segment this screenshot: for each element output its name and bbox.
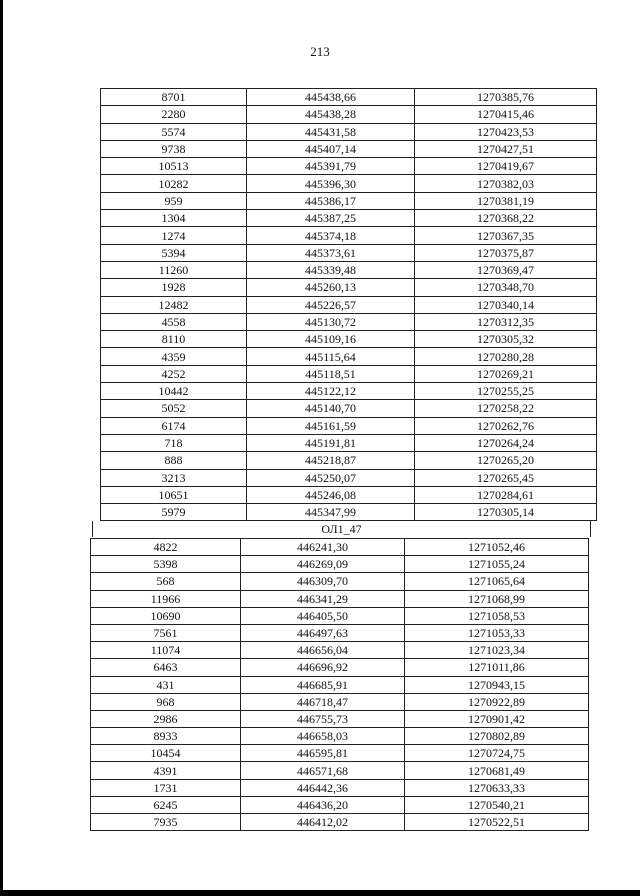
- y-coordinate-cell: 1271053,33: [405, 624, 589, 641]
- x-coordinate-cell: 446595,81: [241, 745, 405, 762]
- table-row: [91, 814, 589, 831]
- table-row: [101, 400, 597, 417]
- y-coordinate-cell: 1270423,53: [415, 123, 597, 140]
- y-coordinate-cell: 1270381,19: [415, 192, 597, 209]
- table-row: [101, 331, 597, 348]
- table-row: [91, 710, 589, 727]
- coordinates-table-2: [90, 538, 589, 831]
- table-row: [91, 659, 589, 676]
- table-row: [101, 383, 597, 400]
- point-number-cell: 959: [101, 192, 247, 209]
- table-row: [101, 175, 597, 192]
- x-coordinate-cell: 445386,17: [247, 192, 415, 209]
- point-number-cell: 11074: [91, 642, 241, 659]
- x-coordinate-cell: 446241,30: [241, 539, 405, 556]
- table-row: [101, 261, 597, 278]
- y-coordinate-cell: 1271055,24: [405, 556, 589, 573]
- table-row: [101, 192, 597, 209]
- y-coordinate-cell: 1270922,89: [405, 693, 589, 710]
- point-number-cell: 1304: [101, 210, 247, 227]
- x-coordinate-cell: 446497,63: [241, 624, 405, 641]
- point-number-cell: 968: [91, 693, 241, 710]
- x-coordinate-cell: 446341,29: [241, 590, 405, 607]
- point-number-cell: 431: [91, 676, 241, 693]
- y-coordinate-cell: 1270284,61: [415, 486, 597, 503]
- x-coordinate-cell: 446412,02: [241, 814, 405, 831]
- point-number-cell: 4391: [91, 762, 241, 779]
- x-coordinate-cell: 446656,04: [241, 642, 405, 659]
- point-number-cell: 9738: [101, 140, 247, 157]
- y-coordinate-cell: 1270382,03: [415, 175, 597, 192]
- table-row: [101, 313, 597, 330]
- table-row: [101, 504, 597, 521]
- x-coordinate-cell: 446658,03: [241, 728, 405, 745]
- x-coordinate-cell: 445396,30: [247, 175, 415, 192]
- table-row: [101, 140, 597, 157]
- table-row: [91, 796, 589, 813]
- y-coordinate-cell: 1270415,46: [415, 106, 597, 123]
- point-number-cell: 11966: [91, 590, 241, 607]
- point-number-cell: 10513: [101, 158, 247, 175]
- table-row: [101, 279, 597, 296]
- y-coordinate-cell: 1271011,86: [405, 659, 589, 676]
- x-coordinate-cell: 445438,66: [247, 89, 415, 106]
- table-row: [101, 296, 597, 313]
- x-coordinate-cell: 445115,64: [247, 348, 415, 365]
- table-row: [101, 452, 597, 469]
- point-number-cell: 10282: [101, 175, 247, 192]
- point-number-cell: 888: [101, 452, 247, 469]
- y-coordinate-cell: 1270305,32: [415, 331, 597, 348]
- x-coordinate-cell: 446405,50: [241, 607, 405, 624]
- table-row: [91, 573, 589, 590]
- y-coordinate-cell: 1270802,89: [405, 728, 589, 745]
- point-number-cell: 6245: [91, 796, 241, 813]
- y-coordinate-cell: 1271052,46: [405, 539, 589, 556]
- section-title: ОЛ1_47: [92, 521, 591, 537]
- point-number-cell: 10651: [101, 486, 247, 503]
- table-row: [101, 123, 597, 140]
- point-number-cell: 10442: [101, 383, 247, 400]
- y-coordinate-cell: 1270681,49: [405, 762, 589, 779]
- x-coordinate-cell: 446685,91: [241, 676, 405, 693]
- point-number-cell: 5574: [101, 123, 247, 140]
- page-number: 213: [310, 44, 330, 59]
- table-row: [101, 158, 597, 175]
- y-coordinate-cell: 1270265,45: [415, 469, 597, 486]
- y-coordinate-cell: 1270255,25: [415, 383, 597, 400]
- y-coordinate-cell: 1270305,14: [415, 504, 597, 521]
- y-coordinate-cell: 1270264,24: [415, 434, 597, 451]
- point-number-cell: 5052: [101, 400, 247, 417]
- y-coordinate-cell: 1271023,34: [405, 642, 589, 659]
- x-coordinate-cell: 445407,14: [247, 140, 415, 157]
- point-number-cell: 1928: [101, 279, 247, 296]
- x-coordinate-cell: 445140,70: [247, 400, 415, 417]
- point-number-cell: 10690: [91, 607, 241, 624]
- x-coordinate-cell: 445118,51: [247, 365, 415, 382]
- scan-left-edge: [0, 0, 3, 896]
- scan-bottom-edge: [0, 890, 640, 896]
- y-coordinate-cell: 1270367,35: [415, 227, 597, 244]
- x-coordinate-cell: 446269,09: [241, 556, 405, 573]
- x-coordinate-cell: 445391,79: [247, 158, 415, 175]
- x-coordinate-cell: 446718,47: [241, 693, 405, 710]
- y-coordinate-cell: 1271068,99: [405, 590, 589, 607]
- table-row: [91, 607, 589, 624]
- x-coordinate-cell: 445226,57: [247, 296, 415, 313]
- table-row: [101, 365, 597, 382]
- x-coordinate-cell: 445387,25: [247, 210, 415, 227]
- y-coordinate-cell: 1270522,51: [405, 814, 589, 831]
- table-row: [101, 106, 597, 123]
- point-number-cell: 2280: [101, 106, 247, 123]
- table-row: [101, 210, 597, 227]
- point-number-cell: 1274: [101, 227, 247, 244]
- table-row: [91, 676, 589, 693]
- point-number-cell: 7935: [91, 814, 241, 831]
- x-coordinate-cell: 445122,12: [247, 383, 415, 400]
- y-coordinate-cell: 1270348,70: [415, 279, 597, 296]
- y-coordinate-cell: 1270633,33: [405, 779, 589, 796]
- table-row: [101, 348, 597, 365]
- point-number-cell: 568: [91, 573, 241, 590]
- point-number-cell: 10454: [91, 745, 241, 762]
- x-coordinate-cell: 446436,20: [241, 796, 405, 813]
- y-coordinate-cell: 1270280,28: [415, 348, 597, 365]
- x-coordinate-cell: 445374,18: [247, 227, 415, 244]
- x-coordinate-cell: 446309,70: [241, 573, 405, 590]
- x-coordinate-cell: 445218,87: [247, 452, 415, 469]
- y-coordinate-cell: 1270724,75: [405, 745, 589, 762]
- y-coordinate-cell: 1270340,14: [415, 296, 597, 313]
- table-row: [101, 434, 597, 451]
- x-coordinate-cell: 445347,99: [247, 504, 415, 521]
- coordinates-table-2-body: [91, 539, 589, 831]
- point-number-cell: 2986: [91, 710, 241, 727]
- x-coordinate-cell: 445250,07: [247, 469, 415, 486]
- table-row: [101, 227, 597, 244]
- point-number-cell: 5979: [101, 504, 247, 521]
- x-coordinate-cell: 446696,92: [241, 659, 405, 676]
- point-number-cell: 12482: [101, 296, 247, 313]
- y-coordinate-cell: 1270262,76: [415, 417, 597, 434]
- x-coordinate-cell: 445246,08: [247, 486, 415, 503]
- y-coordinate-cell: 1270427,51: [415, 140, 597, 157]
- y-coordinate-cell: 1270943,15: [405, 676, 589, 693]
- table-row: [101, 417, 597, 434]
- point-number-cell: 6463: [91, 659, 241, 676]
- y-coordinate-cell: 1270368,22: [415, 210, 597, 227]
- point-number-cell: 4558: [101, 313, 247, 330]
- y-coordinate-cell: 1270419,67: [415, 158, 597, 175]
- y-coordinate-cell: 1270269,21: [415, 365, 597, 382]
- point-number-cell: 11260: [101, 261, 247, 278]
- point-number-cell: 8933: [91, 728, 241, 745]
- point-number-cell: 5398: [91, 556, 241, 573]
- x-coordinate-cell: 445130,72: [247, 313, 415, 330]
- x-coordinate-cell: 445373,61: [247, 244, 415, 261]
- table-row: [91, 556, 589, 573]
- table-row: [91, 693, 589, 710]
- x-coordinate-cell: 446755,73: [241, 710, 405, 727]
- point-number-cell: 4359: [101, 348, 247, 365]
- x-coordinate-cell: 446442,36: [241, 779, 405, 796]
- point-number-cell: 1731: [91, 779, 241, 796]
- table-row: [101, 486, 597, 503]
- table-row: [91, 762, 589, 779]
- coordinates-table-1: [100, 88, 597, 521]
- y-coordinate-cell: 1270385,76: [415, 89, 597, 106]
- table-row: [91, 779, 589, 796]
- table-row: [101, 89, 597, 106]
- y-coordinate-cell: 1270312,35: [415, 313, 597, 330]
- y-coordinate-cell: 1270265,20: [415, 452, 597, 469]
- point-number-cell: 6174: [101, 417, 247, 434]
- y-coordinate-cell: 1270258,22: [415, 400, 597, 417]
- table-row: [91, 539, 589, 556]
- x-coordinate-cell: 445191,81: [247, 434, 415, 451]
- table-row: [91, 624, 589, 641]
- x-coordinate-cell: 445161,59: [247, 417, 415, 434]
- x-coordinate-cell: 445260,13: [247, 279, 415, 296]
- table-row: [101, 469, 597, 486]
- y-coordinate-cell: 1271058,53: [405, 607, 589, 624]
- table-row: [91, 590, 589, 607]
- y-coordinate-cell: 1271065,64: [405, 573, 589, 590]
- point-number-cell: 3213: [101, 469, 247, 486]
- point-number-cell: 8110: [101, 331, 247, 348]
- x-coordinate-cell: 445431,58: [247, 123, 415, 140]
- table-row: [91, 745, 589, 762]
- y-coordinate-cell: 1270901,42: [405, 710, 589, 727]
- point-number-cell: 4252: [101, 365, 247, 382]
- y-coordinate-cell: 1270540,21: [405, 796, 589, 813]
- x-coordinate-cell: 445109,16: [247, 331, 415, 348]
- x-coordinate-cell: 445339,48: [247, 261, 415, 278]
- point-number-cell: 8701: [101, 89, 247, 106]
- coordinates-table-1-body: [101, 89, 597, 521]
- point-number-cell: 4822: [91, 539, 241, 556]
- table-row: [91, 728, 589, 745]
- y-coordinate-cell: 1270375,87: [415, 244, 597, 261]
- point-number-cell: 718: [101, 434, 247, 451]
- table-row: [91, 642, 589, 659]
- x-coordinate-cell: 445438,28: [247, 106, 415, 123]
- x-coordinate-cell: 446571,68: [241, 762, 405, 779]
- point-number-cell: 7561: [91, 624, 241, 641]
- point-number-cell: 5394: [101, 244, 247, 261]
- table-row: [101, 244, 597, 261]
- y-coordinate-cell: 1270369,47: [415, 261, 597, 278]
